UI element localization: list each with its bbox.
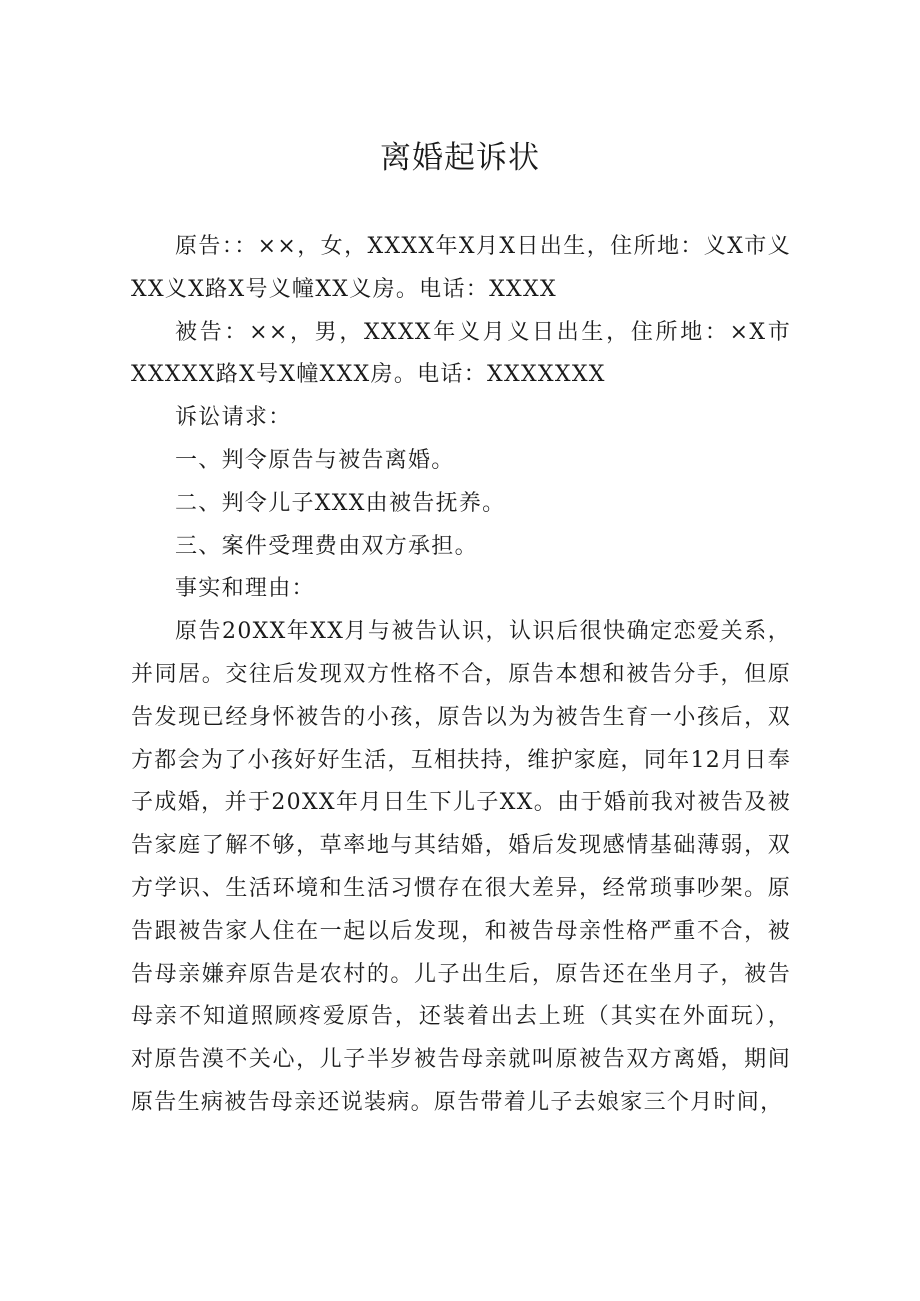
claims-heading: 诉讼请求： (175, 405, 292, 431)
facts-heading: 事实和理由： (175, 576, 315, 602)
facts-paragraph: 原告20XX年XX月与被告认识，认识后很快确定恋爱关系，并同居。交往后发现双方性格不合，原告本想和被告分手，但原告发现已经身怀被告的小孩，原告以为为被告生育一小孩后，双方都会为了小孩好好生活，互相扶持，维护家庭，同年12月日奉子成婚，并于20XX年月日生下儿子XX。由于婚前我对被告及被告家庭了解不够，草率地与其结婚，婚后发现感情基础薄弱，双方学识、生活环境和生活习惯存在很大差异，经常琐事吵架。原告跟被告家人住在一起以后发现，和被告母亲性格严重不合，被告母亲嫌弃原告是农村的。儿子出生后，原告还在坐月子，被告母亲不知道照顾疼爱原告，还装着出去上班（其实在外面玩），对原告漠不关心，儿子半岁被告母亲就叫原被告双方离婚，期间原告生病被告母亲还说装病。原告带着儿子去娘家三个月时间， (131, 619, 791, 1115)
claim-item-1: 一、判令原告与被告离婚。 (175, 447, 455, 473)
document-title: 离婚起诉状 (380, 140, 540, 176)
plaintiff-info: 原告：：××，女，XXXX年X月X日出生，住所地：义X市义XX义X路X号义幢XX义房。电话：XXXX (131, 234, 792, 302)
claim-item-3: 三、案件受理费由双方承担。 (175, 533, 478, 559)
claim-item-2: 二、判令儿子XXX由被告抚养。 (175, 490, 506, 516)
document-body (131, 226, 791, 1125)
defendant-info: 被告：××，男，XXXX年义月义日出生，住所地：×X市XXXXX路X号X幢XXX房。电话：XXXXXXX (131, 319, 791, 388)
